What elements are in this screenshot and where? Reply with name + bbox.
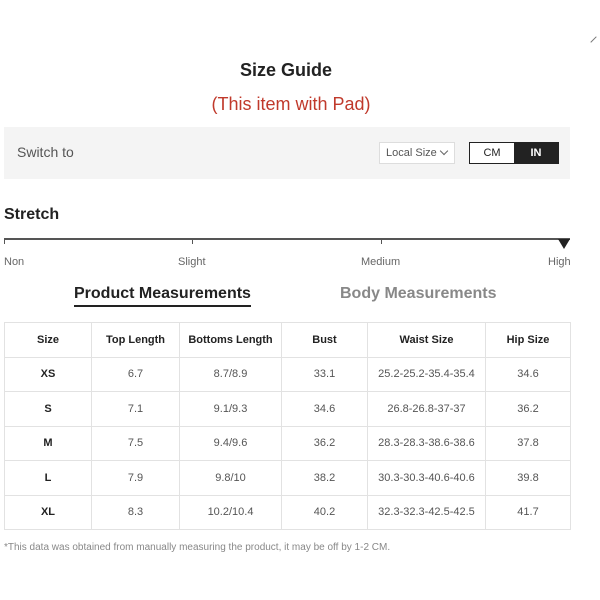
table-cell: 7.9	[92, 461, 180, 496]
tab-product-measurements[interactable]: Product Measurements	[74, 285, 251, 307]
table-cell: 9.4/9.6	[180, 426, 282, 461]
stretch-label-high: High	[548, 256, 571, 268]
table-cell: 8.3	[92, 495, 180, 530]
column-header: Waist Size	[368, 323, 486, 358]
column-header: Bottoms Length	[180, 323, 282, 358]
table-cell: M	[5, 426, 92, 461]
column-header: Hip Size	[486, 323, 571, 358]
table-cell: 34.6	[282, 392, 368, 427]
unit-toggle	[469, 142, 559, 164]
table-cell: XL	[5, 495, 92, 530]
column-header: Top Length	[92, 323, 180, 358]
table-cell: 33.1	[282, 357, 368, 392]
stretch-label-non: Non	[4, 256, 25, 268]
table-cell: 7.5	[92, 426, 180, 461]
tab-body-measurements[interactable]: Body Measurements	[340, 285, 497, 302]
stretch-scale-line	[4, 238, 570, 240]
table-row	[5, 426, 571, 461]
table-row	[5, 461, 571, 496]
table-cell: 37.8	[486, 426, 571, 461]
table-cell: 10.2/10.4	[180, 495, 282, 530]
local-size-dropdown[interactable]	[379, 142, 455, 164]
switch-bar	[4, 127, 570, 179]
column-header: Bust	[282, 323, 368, 358]
column-header: Size	[5, 323, 92, 358]
stretch-title: Stretch	[4, 206, 60, 223]
table-cell: S	[5, 392, 92, 427]
table-cell: 32.3-32.3-42.5-42.5	[368, 495, 486, 530]
table-row	[5, 392, 571, 427]
size-table	[4, 322, 571, 530]
table-cell: 40.2	[282, 495, 368, 530]
footnote: *This data was obtained from manually measuring the product, it may be off by 1-2 CM.	[4, 542, 391, 553]
table-cell: 25.2-25.2-35.4-35.4	[368, 357, 486, 392]
chevron-down-icon	[440, 147, 448, 155]
page-subtitle: (This item with Pad)	[211, 94, 371, 114]
table-cell: 26.8-26.8-37-37	[368, 392, 486, 427]
table-row	[5, 357, 571, 392]
table-cell: 39.8	[486, 461, 571, 496]
local-size-label: Local Size	[386, 147, 437, 159]
unit-in-button[interactable]: IN	[514, 143, 558, 163]
table-cell: 9.1/9.3	[180, 392, 282, 427]
corner-chevron-icon	[590, 36, 600, 47]
table-cell: 41.7	[486, 495, 571, 530]
table-cell: 7.1	[92, 392, 180, 427]
stretch-tick-slight	[192, 238, 193, 244]
table-row	[5, 495, 571, 530]
table-cell: 6.7	[92, 357, 180, 392]
table-cell: 8.7/8.9	[180, 357, 282, 392]
switch-label: Switch to	[17, 144, 74, 160]
table-cell: 36.2	[282, 426, 368, 461]
table-cell: 34.6	[486, 357, 571, 392]
stretch-marker-icon	[558, 239, 570, 249]
stretch-tick-medium	[381, 238, 382, 244]
stretch-label-slight: Slight	[178, 256, 206, 268]
stretch-label-medium: Medium	[361, 256, 401, 268]
table-cell: 38.2	[282, 461, 368, 496]
table-header-row	[5, 323, 571, 358]
unit-cm-button[interactable]: CM	[470, 143, 514, 163]
table-cell: 28.3-28.3-38.6-38.6	[368, 426, 486, 461]
table-cell: 36.2	[486, 392, 571, 427]
table-cell: L	[5, 461, 92, 496]
table-cell: XS	[5, 357, 92, 392]
table-cell: 9.8/10	[180, 461, 282, 496]
stretch-tick-non	[4, 238, 5, 244]
page-title: Size Guide	[239, 60, 333, 80]
table-cell: 30.3-30.3-40.6-40.6	[368, 461, 486, 496]
